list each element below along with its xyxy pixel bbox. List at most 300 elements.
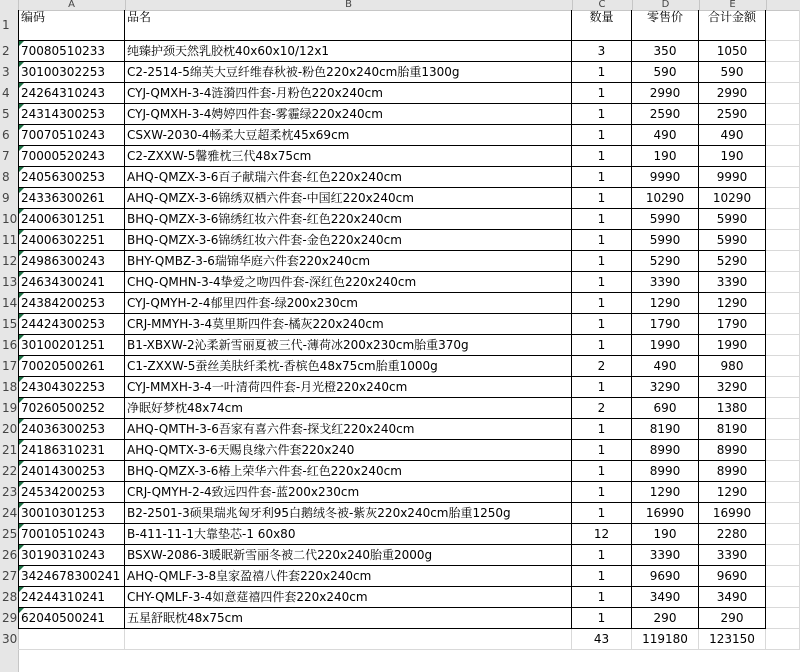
error-indicator-icon (19, 398, 24, 403)
name-cell[interactable] (125, 293, 572, 314)
price-cell-text: 5990 (649, 233, 681, 247)
code-cell[interactable] (18, 587, 125, 608)
name-cell[interactable] (125, 167, 572, 188)
empty-cell[interactable] (766, 629, 800, 650)
name-cell[interactable] (125, 188, 572, 209)
name-cell[interactable] (125, 104, 572, 125)
empty-cell[interactable] (766, 188, 800, 209)
price-cell-text: 9690 (649, 569, 681, 583)
total-cell-text: 2280 (716, 527, 748, 541)
empty-cell[interactable] (766, 167, 800, 188)
qty-cell-text: 1 (597, 380, 606, 394)
price-cell-text: 3490 (649, 590, 681, 604)
column-header-e[interactable]: E (699, 0, 767, 10)
table-row (0, 230, 800, 251)
name-cell[interactable] (125, 251, 572, 272)
price-cell[interactable] (632, 83, 699, 104)
code-cell-text: 24186310231 (21, 443, 105, 457)
empty-cell[interactable] (766, 230, 800, 251)
price-cell[interactable] (632, 251, 699, 272)
code-cell[interactable] (18, 167, 125, 188)
table-row (0, 608, 800, 629)
error-indicator-icon (19, 230, 24, 235)
price-cell[interactable] (632, 41, 699, 62)
code-cell[interactable] (18, 209, 125, 230)
qty-cell[interactable] (572, 146, 632, 167)
name-cell[interactable] (125, 503, 572, 524)
name-cell[interactable] (125, 62, 572, 83)
qty-cell[interactable] (572, 41, 632, 62)
qty-cell-text: 1 (597, 506, 606, 520)
code-cell-text: 70070510243 (21, 128, 105, 142)
name-cell[interactable] (125, 314, 572, 335)
qty-cell-text: 1 (597, 338, 606, 352)
price-cell[interactable] (632, 377, 699, 398)
name-cell[interactable] (125, 524, 572, 545)
empty-cell[interactable] (766, 608, 800, 629)
code-cell[interactable] (18, 272, 125, 293)
select-all-corner[interactable] (0, 0, 19, 10)
empty-cell[interactable] (766, 587, 800, 608)
total-cell-text: 590 (720, 65, 744, 79)
error-indicator-icon (19, 503, 24, 508)
row-number[interactable]: 24 (2, 506, 18, 520)
name-cell[interactable] (125, 272, 572, 293)
name-cell-text: BHQ-QMZX-3-6锦绣红妆六件套-红色220x240cm (127, 212, 402, 226)
empty-cell[interactable] (766, 377, 800, 398)
price-cell[interactable] (632, 440, 699, 461)
empty-cell[interactable] (766, 10, 800, 41)
code-cell[interactable] (18, 398, 125, 419)
qty-cell[interactable] (572, 587, 632, 608)
total-cell[interactable] (699, 104, 766, 125)
code-cell[interactable] (18, 566, 125, 587)
price-cell[interactable] (632, 272, 699, 293)
table-row (0, 419, 800, 440)
error-indicator-icon (19, 188, 24, 193)
total-cell[interactable] (699, 146, 766, 167)
qty-cell[interactable] (572, 398, 632, 419)
qty-cell[interactable] (572, 251, 632, 272)
price-cell-text: 8990 (649, 443, 681, 457)
price-cell[interactable] (632, 503, 699, 524)
empty-cell[interactable] (766, 83, 800, 104)
name-cell[interactable] (125, 461, 572, 482)
qty-cell[interactable] (572, 293, 632, 314)
row-number[interactable]: 29 (2, 611, 18, 625)
price-cell-text: 1290 (649, 485, 681, 499)
empty-cell[interactable] (766, 125, 800, 146)
name-cell-text: B-411-11-1大靠垫芯-1 60x80 (127, 527, 296, 541)
table-row (0, 188, 800, 209)
name-cell[interactable] (125, 83, 572, 104)
row-number[interactable]: 15 (2, 317, 18, 331)
code-cell[interactable] (18, 608, 125, 629)
code-cell[interactable] (18, 335, 125, 356)
price-cell-text: 16990 (645, 506, 685, 520)
name-cell[interactable] (125, 41, 572, 62)
price-cell[interactable] (632, 167, 699, 188)
qty-cell-text: 1 (597, 569, 606, 583)
qty-cell-text: 1 (597, 191, 606, 205)
name-cell[interactable] (125, 146, 572, 167)
total-cell[interactable] (699, 41, 766, 62)
qty-cell[interactable] (572, 440, 632, 461)
total-cell[interactable] (699, 209, 766, 230)
sum-price-cell[interactable] (632, 629, 699, 650)
header-name-cell-text: 品名 (127, 10, 152, 24)
table-row (0, 125, 800, 146)
header-name-cell[interactable] (125, 10, 572, 41)
code-cell-text: 24534200253 (21, 485, 105, 499)
total-cell[interactable] (699, 125, 766, 146)
code-cell[interactable] (18, 62, 125, 83)
total-cell-text: 2590 (716, 107, 748, 121)
qty-cell[interactable] (572, 482, 632, 503)
row-number[interactable]: 30 (2, 632, 18, 646)
total-cell-text: 10290 (712, 191, 752, 205)
row-number[interactable]: 13 (2, 275, 18, 289)
error-indicator-icon (19, 566, 24, 571)
error-indicator-icon (19, 209, 24, 214)
code-cell[interactable] (18, 146, 125, 167)
row-number[interactable]: 17 (2, 359, 18, 373)
price-cell[interactable] (632, 566, 699, 587)
code-cell[interactable] (18, 314, 125, 335)
total-cell[interactable] (699, 62, 766, 83)
code-cell[interactable] (18, 545, 125, 566)
code-cell[interactable] (18, 41, 125, 62)
total-cell-text: 490 (720, 128, 744, 142)
total-cell[interactable] (699, 398, 766, 419)
column-header-a[interactable]: A (18, 0, 126, 10)
empty-cell[interactable] (766, 482, 800, 503)
total-cell[interactable] (699, 314, 766, 335)
name-cell-text: BHQ-QMZX-3-6椿上荣华六件套-红色220x240cm (127, 464, 402, 478)
row-number[interactable]: 20 (2, 422, 18, 436)
name-cell-text: CHQ-QMHN-3-4挚爱之吻四件套-深红色220x240cm (127, 275, 417, 289)
code-cell-text: 62040500241 (21, 611, 105, 625)
price-cell[interactable] (632, 314, 699, 335)
total-cell[interactable] (699, 251, 766, 272)
qty-cell[interactable] (572, 461, 632, 482)
price-cell-text: 190 (653, 149, 677, 163)
code-cell-text: 70020500261 (21, 359, 105, 373)
name-cell[interactable] (125, 419, 572, 440)
total-cell[interactable] (699, 608, 766, 629)
name-cell[interactable] (125, 377, 572, 398)
qty-cell[interactable] (572, 608, 632, 629)
empty-cell[interactable] (766, 545, 800, 566)
code-cell[interactable] (18, 188, 125, 209)
table-row (0, 41, 800, 62)
name-cell[interactable] (125, 230, 572, 251)
qty-cell-text: 1 (597, 86, 606, 100)
qty-cell[interactable] (572, 503, 632, 524)
column-header-c[interactable]: C (572, 0, 633, 10)
qty-cell[interactable] (572, 314, 632, 335)
qty-cell[interactable] (572, 419, 632, 440)
name-cell[interactable] (125, 398, 572, 419)
code-cell[interactable] (18, 482, 125, 503)
code-cell[interactable] (18, 230, 125, 251)
qty-cell[interactable] (572, 545, 632, 566)
code-cell[interactable] (18, 83, 125, 104)
total-cell[interactable] (699, 461, 766, 482)
code-cell-text: 24006302251 (21, 233, 105, 247)
price-cell[interactable] (632, 356, 699, 377)
row-number[interactable]: 27 (2, 569, 18, 583)
total-cell-text: 9990 (716, 170, 748, 184)
name-cell[interactable] (125, 608, 572, 629)
qty-cell-text: 1 (597, 170, 606, 184)
code-cell-text: 24056300253 (21, 170, 105, 184)
code-cell[interactable] (18, 251, 125, 272)
total-cell-text: 290 (720, 611, 744, 625)
price-cell-text: 8990 (649, 464, 681, 478)
code-cell-text: 3424678300241 (21, 569, 121, 583)
name-cell[interactable] (125, 356, 572, 377)
error-indicator-icon (19, 314, 24, 319)
price-cell[interactable] (632, 608, 699, 629)
total-cell-text: 1990 (716, 338, 748, 352)
qty-cell[interactable] (572, 125, 632, 146)
name-cell-text: CYJ-QMXH-3-4涟漪四件套-月粉色220x240cm (127, 86, 383, 100)
code-cell[interactable] (18, 461, 125, 482)
empty-cell[interactable] (766, 566, 800, 587)
empty-cell[interactable] (125, 629, 572, 650)
price-cell[interactable] (632, 587, 699, 608)
row-number[interactable]: 28 (2, 590, 18, 604)
empty-cell[interactable] (766, 356, 800, 377)
table-row (0, 398, 800, 419)
price-cell[interactable] (632, 125, 699, 146)
column-header-d[interactable]: D (632, 0, 700, 10)
total-cell-text: 190 (720, 149, 744, 163)
empty-cell[interactable] (766, 503, 800, 524)
total-cell[interactable] (699, 419, 766, 440)
price-cell[interactable] (632, 545, 699, 566)
total-cell[interactable] (699, 230, 766, 251)
row-number[interactable]: 18 (2, 380, 18, 394)
row-number[interactable]: 11 (2, 233, 18, 247)
error-indicator-icon (19, 83, 24, 88)
sum-qty-cell-text: 43 (593, 632, 610, 646)
row-number[interactable]: 19 (2, 401, 18, 415)
code-cell[interactable] (18, 524, 125, 545)
price-cell[interactable] (632, 146, 699, 167)
name-cell[interactable] (125, 545, 572, 566)
row-number[interactable]: 9 (2, 191, 10, 205)
price-cell[interactable] (632, 335, 699, 356)
code-cell[interactable] (18, 377, 125, 398)
price-cell[interactable] (632, 209, 699, 230)
price-cell-text: 690 (653, 401, 677, 415)
name-cell[interactable] (125, 566, 572, 587)
total-cell[interactable] (699, 482, 766, 503)
code-cell-text: 24304302253 (21, 380, 105, 394)
name-cell-text: BHY-QMBZ-3-6瑞锦华庭六件套220x240cm (127, 254, 371, 268)
empty-cell[interactable] (766, 272, 800, 293)
table-row (0, 314, 800, 335)
name-cell[interactable] (125, 209, 572, 230)
qty-cell[interactable] (572, 377, 632, 398)
total-cell[interactable] (699, 587, 766, 608)
qty-cell[interactable] (572, 83, 632, 104)
qty-cell[interactable] (572, 167, 632, 188)
sum-qty-cell[interactable] (572, 629, 632, 650)
total-cell[interactable] (699, 356, 766, 377)
total-cell[interactable] (699, 566, 766, 587)
header-qty-cell[interactable] (572, 10, 632, 41)
price-cell[interactable] (632, 293, 699, 314)
error-indicator-icon (19, 293, 24, 298)
price-cell[interactable] (632, 188, 699, 209)
empty-cell[interactable] (766, 419, 800, 440)
code-cell[interactable] (18, 356, 125, 377)
row-number[interactable]: 7 (2, 149, 10, 163)
price-cell[interactable] (632, 461, 699, 482)
price-cell[interactable] (632, 482, 699, 503)
qty-cell-text: 12 (593, 527, 610, 541)
code-cell[interactable] (18, 125, 125, 146)
row-number[interactable]: 21 (2, 443, 18, 457)
sum-total-cell[interactable] (699, 629, 766, 650)
row-number[interactable]: 8 (2, 170, 10, 184)
name-cell-text: 净眠好梦枕48x74cm (127, 401, 243, 415)
code-cell-text: 24264310243 (21, 86, 105, 100)
qty-cell[interactable] (572, 188, 632, 209)
total-cell[interactable] (699, 167, 766, 188)
column-header-b[interactable]: B (125, 0, 573, 10)
empty-cell[interactable] (766, 41, 800, 62)
price-cell[interactable] (632, 524, 699, 545)
qty-cell[interactable] (572, 62, 632, 83)
row-number[interactable]: 16 (2, 338, 18, 352)
price-cell[interactable] (632, 419, 699, 440)
name-cell[interactable] (125, 440, 572, 461)
name-cell-text: AHQ-QMZX-3-6锦绣双栖六件套-中国红220x240cm (127, 191, 414, 205)
table-row (0, 167, 800, 188)
name-cell[interactable] (125, 335, 572, 356)
qty-cell-text: 2 (597, 359, 606, 373)
code-cell[interactable] (18, 419, 125, 440)
row-number[interactable]: 25 (2, 527, 18, 541)
price-cell-text: 9990 (649, 170, 681, 184)
name-cell[interactable] (125, 482, 572, 503)
qty-cell[interactable] (572, 356, 632, 377)
error-indicator-icon (19, 482, 24, 487)
price-cell-text: 3390 (649, 548, 681, 562)
code-cell-text: 30100302253 (21, 65, 105, 79)
empty-cell[interactable] (766, 314, 800, 335)
total-cell[interactable] (699, 440, 766, 461)
table-row (0, 251, 800, 272)
price-cell-text: 350 (653, 44, 677, 58)
total-cell-text: 980 (720, 359, 744, 373)
row-number[interactable]: 14 (2, 296, 18, 310)
code-cell[interactable] (18, 440, 125, 461)
code-cell[interactable] (18, 293, 125, 314)
row-number[interactable]: 3 (2, 65, 10, 79)
total-cell[interactable] (699, 188, 766, 209)
empty-cell[interactable] (766, 293, 800, 314)
total-cell-text: 1290 (716, 485, 748, 499)
table-row (0, 293, 800, 314)
empty-cell[interactable] (766, 524, 800, 545)
qty-cell[interactable] (572, 230, 632, 251)
error-indicator-icon (19, 440, 24, 445)
total-cell[interactable] (699, 83, 766, 104)
empty-cell[interactable] (766, 440, 800, 461)
price-cell[interactable] (632, 398, 699, 419)
price-cell-text: 1790 (649, 317, 681, 331)
total-cell[interactable] (699, 272, 766, 293)
qty-cell-text: 2 (597, 401, 606, 415)
qty-cell[interactable] (572, 566, 632, 587)
price-cell[interactable] (632, 104, 699, 125)
price-cell[interactable] (632, 230, 699, 251)
qty-cell-text: 1 (597, 65, 606, 79)
total-cell-text: 2990 (716, 86, 748, 100)
row-number[interactable]: 26 (2, 548, 18, 562)
header-price-cell[interactable] (632, 10, 699, 41)
empty-cell[interactable] (766, 209, 800, 230)
row-number[interactable]: 6 (2, 128, 10, 142)
total-cell[interactable] (699, 335, 766, 356)
row-number[interactable]: 12 (2, 254, 18, 268)
row-number[interactable]: 22 (2, 464, 18, 478)
code-cell[interactable] (18, 104, 125, 125)
empty-cell[interactable] (18, 629, 125, 650)
row-number[interactable]: 4 (2, 86, 10, 100)
qty-cell-text: 1 (597, 548, 606, 562)
empty-cell[interactable] (766, 461, 800, 482)
qty-cell[interactable] (572, 209, 632, 230)
total-cell[interactable] (699, 524, 766, 545)
total-cell[interactable] (699, 545, 766, 566)
qty-cell[interactable] (572, 104, 632, 125)
total-cell[interactable] (699, 503, 766, 524)
qty-cell[interactable] (572, 524, 632, 545)
row-number[interactable]: 23 (2, 485, 18, 499)
total-cell[interactable] (699, 377, 766, 398)
empty-cell[interactable] (766, 146, 800, 167)
row-number[interactable]: 2 (2, 44, 10, 58)
row-number[interactable]: 1 (2, 18, 10, 32)
row-number[interactable]: 10 (2, 212, 18, 226)
empty-cell[interactable] (766, 104, 800, 125)
name-cell[interactable] (125, 587, 572, 608)
header-total-cell[interactable] (699, 10, 766, 41)
price-cell[interactable] (632, 62, 699, 83)
error-indicator-icon (19, 41, 24, 46)
name-cell[interactable] (125, 125, 572, 146)
empty-cell[interactable] (766, 251, 800, 272)
row-number[interactable]: 5 (2, 107, 10, 121)
empty-cell[interactable] (766, 62, 800, 83)
code-cell[interactable] (18, 503, 125, 524)
price-cell-text: 2590 (649, 107, 681, 121)
empty-cell[interactable] (766, 398, 800, 419)
header-code-cell[interactable] (18, 10, 125, 41)
qty-cell[interactable] (572, 272, 632, 293)
total-cell[interactable] (699, 293, 766, 314)
qty-cell[interactable] (572, 335, 632, 356)
total-cell-text: 3290 (716, 380, 748, 394)
table-row (0, 146, 800, 167)
empty-cell[interactable] (766, 335, 800, 356)
